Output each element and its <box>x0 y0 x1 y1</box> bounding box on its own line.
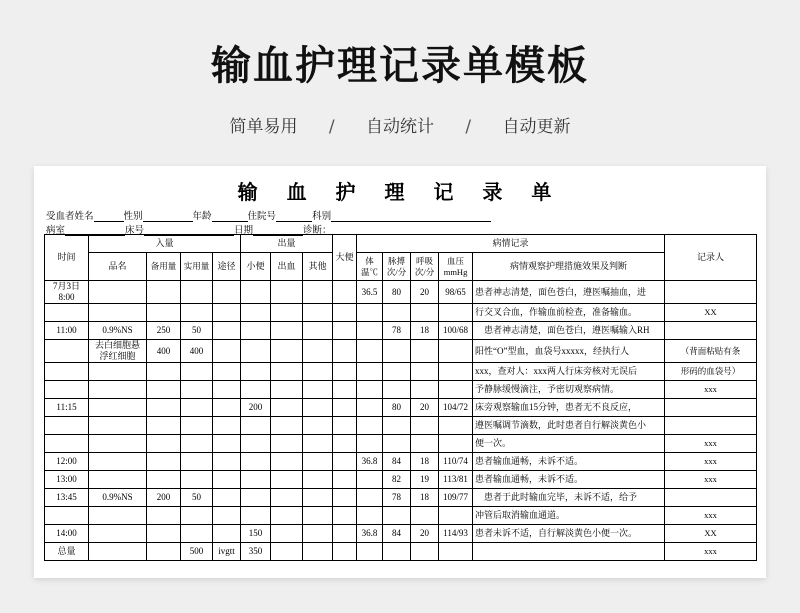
cell-temp[interactable] <box>357 507 383 525</box>
cell-recorder[interactable] <box>665 489 757 507</box>
cell-stool[interactable] <box>333 507 357 525</box>
cell-other[interactable] <box>303 304 333 322</box>
cell-item[interactable]: 去白细胞悬浮红细胞 <box>89 340 147 363</box>
cell-bp[interactable] <box>439 304 473 322</box>
header-row-1 <box>45 235 757 253</box>
tag-separator: / <box>465 117 472 137</box>
cell-actual[interactable] <box>181 381 213 399</box>
header-resp: 呼吸次/分 <box>411 253 439 281</box>
cell-planned[interactable] <box>147 525 181 543</box>
cell-bleeding[interactable] <box>271 399 303 417</box>
cell-stool[interactable] <box>333 525 357 543</box>
cell-urine[interactable] <box>241 322 271 340</box>
cell-temp[interactable] <box>357 340 383 363</box>
cell-route[interactable] <box>213 304 241 322</box>
dept-label: 科别 <box>312 212 332 222</box>
cell-time[interactable]: 13:00 <box>45 471 89 489</box>
cell-bp[interactable] <box>439 435 473 453</box>
patient-info-line-1 <box>46 208 491 222</box>
cell-actual[interactable]: 50 <box>181 489 213 507</box>
cell-other[interactable] <box>303 417 333 435</box>
header-row-2 <box>45 253 757 281</box>
cell-route[interactable] <box>213 471 241 489</box>
cell-planned[interactable]: 400 <box>147 340 181 363</box>
cell-stool[interactable] <box>333 322 357 340</box>
table-row <box>45 507 757 525</box>
cell-pulse[interactable] <box>383 417 411 435</box>
cell-bp[interactable] <box>439 381 473 399</box>
cell-actual[interactable] <box>181 435 213 453</box>
table-row <box>45 322 757 340</box>
cell-planned[interactable]: 250 <box>147 322 181 340</box>
cell-temp[interactable]: 36.8 <box>357 453 383 471</box>
cell-bleeding[interactable] <box>271 381 303 399</box>
cell-resp[interactable] <box>411 507 439 525</box>
cell-note[interactable]: 患者神志清楚，面色苍白，遵医嘱抽血，进 <box>473 281 665 304</box>
cell-note[interactable]: 患者输血通畅，未诉不适。 <box>473 453 665 471</box>
cell-urine[interactable] <box>241 453 271 471</box>
cell-pulse[interactable]: 80 <box>383 399 411 417</box>
cell-recorder[interactable]: xxx <box>665 453 757 471</box>
cell-bleeding[interactable] <box>271 525 303 543</box>
cell-note[interactable]: 冲管后取消输血通道。 <box>473 507 665 525</box>
age-label: 年龄 <box>192 212 212 222</box>
header-observation: 病情观察护理措施效果及判断 <box>473 253 665 281</box>
cell-resp[interactable] <box>411 381 439 399</box>
tag-auto-update: 自动更新 <box>502 117 571 137</box>
cell-urine[interactable] <box>241 381 271 399</box>
cell-time[interactable]: 13:45 <box>45 489 89 507</box>
cell-item[interactable] <box>89 453 147 471</box>
table-row <box>45 363 757 381</box>
cell-other[interactable] <box>303 525 333 543</box>
cell-time[interactable]: 14:00 <box>45 525 89 543</box>
cell-recorder[interactable]: XX <box>665 304 757 322</box>
header-actual: 实用量 <box>181 253 213 281</box>
cell-resp[interactable]: 18 <box>411 453 439 471</box>
cell-urine[interactable]: 200 <box>241 399 271 417</box>
cell-route[interactable] <box>213 417 241 435</box>
cell-recorder[interactable]: xxx <box>665 435 757 453</box>
cell-pulse[interactable]: 84 <box>383 525 411 543</box>
cell-urine[interactable] <box>241 489 271 507</box>
cell-stool[interactable] <box>333 340 357 363</box>
table-row <box>45 525 757 543</box>
cell-planned[interactable]: 200 <box>147 489 181 507</box>
cell-urine[interactable] <box>241 304 271 322</box>
cell-route[interactable] <box>213 322 241 340</box>
cell-actual[interactable] <box>181 507 213 525</box>
table-row <box>45 435 757 453</box>
cell-resp[interactable]: 19 <box>411 471 439 489</box>
cell-recorder[interactable]: xxx <box>665 543 757 561</box>
cell-time[interactable]: 总量 <box>45 543 89 561</box>
cell-bleeding[interactable] <box>271 281 303 304</box>
cell-temp[interactable] <box>357 543 383 561</box>
cell-bleeding[interactable] <box>271 543 303 561</box>
cell-route[interactable] <box>213 363 241 381</box>
cell-urine[interactable]: 150 <box>241 525 271 543</box>
tag-auto-stats: 自动统计 <box>366 117 434 137</box>
sex-label: 性别 <box>123 212 143 222</box>
cell-pulse[interactable]: 78 <box>383 322 411 340</box>
cell-time[interactable]: 12:00 <box>45 453 89 471</box>
cell-route[interactable] <box>213 525 241 543</box>
cell-temp[interactable] <box>357 417 383 435</box>
header-stool: 大便 <box>333 235 357 281</box>
cell-item[interactable] <box>89 304 147 322</box>
cell-planned[interactable] <box>147 543 181 561</box>
cell-note[interactable]: 遵医嘱调节滴数，此时患者自行解淡黄色小 <box>473 417 665 435</box>
cell-actual[interactable]: 500 <box>181 543 213 561</box>
cell-bleeding[interactable] <box>271 471 303 489</box>
cell-urine[interactable] <box>241 340 271 363</box>
cell-resp[interactable]: 20 <box>411 281 439 304</box>
cell-note[interactable]: 患者于此时输血完毕，未诉不适，给予 <box>473 489 665 507</box>
cell-actual[interactable] <box>181 417 213 435</box>
table-row <box>45 471 757 489</box>
cell-planned[interactable] <box>147 507 181 525</box>
cell-time[interactable] <box>45 435 89 453</box>
cell-pulse[interactable] <box>383 381 411 399</box>
cell-other[interactable] <box>303 281 333 304</box>
cell-item[interactable] <box>89 525 147 543</box>
cell-temp[interactable] <box>357 471 383 489</box>
cell-stool[interactable] <box>333 453 357 471</box>
cell-pulse[interactable]: 80 <box>383 281 411 304</box>
cell-pulse[interactable]: 78 <box>383 489 411 507</box>
cell-bp[interactable]: 113/81 <box>439 471 473 489</box>
cell-bp[interactable]: 109/77 <box>439 489 473 507</box>
cell-recorder[interactable]: 形码的血袋号） <box>665 363 757 381</box>
cell-item[interactable] <box>89 281 147 304</box>
admission-field[interactable] <box>276 211 312 222</box>
cell-bleeding[interactable] <box>271 417 303 435</box>
cell-recorder[interactable]: xxx <box>665 507 757 525</box>
age-field[interactable] <box>212 211 248 222</box>
cell-item[interactable] <box>89 399 147 417</box>
cell-temp[interactable] <box>357 363 383 381</box>
cell-pulse[interactable] <box>383 304 411 322</box>
cell-pulse[interactable] <box>383 363 411 381</box>
cell-stool[interactable] <box>333 363 357 381</box>
header-recorder: 记录人 <box>665 235 757 281</box>
cell-stool[interactable] <box>333 381 357 399</box>
header-time: 时间 <box>45 235 89 281</box>
cell-time[interactable] <box>45 507 89 525</box>
cell-temp[interactable] <box>357 435 383 453</box>
cell-time[interactable] <box>45 340 89 363</box>
cell-route[interactable] <box>213 399 241 417</box>
cell-resp[interactable]: 18 <box>411 489 439 507</box>
cell-bleeding[interactable] <box>271 435 303 453</box>
cell-actual[interactable] <box>181 525 213 543</box>
cell-stool[interactable] <box>333 543 357 561</box>
header-intake: 入量 <box>89 235 241 253</box>
cell-temp[interactable]: 36.8 <box>357 525 383 543</box>
cell-item[interactable] <box>89 543 147 561</box>
cell-resp[interactable] <box>411 363 439 381</box>
cell-stool[interactable] <box>333 471 357 489</box>
cell-stool[interactable] <box>333 304 357 322</box>
header-urine: 小便 <box>241 253 271 281</box>
header-planned: 备用量 <box>147 253 181 281</box>
diagnosis-label: 诊断： <box>303 226 332 236</box>
header-temp: 体温℃ <box>357 253 383 281</box>
cell-note[interactable] <box>473 543 665 561</box>
cell-urine[interactable]: 350 <box>241 543 271 561</box>
cell-note[interactable]: 予静脉缓慢滴注，予密切观察病情。 <box>473 381 665 399</box>
cell-time[interactable] <box>45 304 89 322</box>
cell-time[interactable] <box>45 363 89 381</box>
cell-actual[interactable] <box>181 399 213 417</box>
header-condition: 病情记录 <box>357 235 665 253</box>
cell-note[interactable]: 患者未诉不适，自行解淡黄色小便一次。 <box>473 525 665 543</box>
cell-recorder[interactable] <box>665 417 757 435</box>
cell-pulse[interactable] <box>383 435 411 453</box>
table-row <box>45 304 757 322</box>
cell-urine[interactable] <box>241 281 271 304</box>
cell-bp[interactable] <box>439 363 473 381</box>
table-row <box>45 381 757 399</box>
cell-planned[interactable] <box>147 417 181 435</box>
cell-other[interactable] <box>303 453 333 471</box>
name-field[interactable] <box>94 211 124 222</box>
tag-easy: 简单易用 <box>229 117 298 137</box>
cell-note[interactable]: 患者输血通畅，未诉不适。 <box>473 471 665 489</box>
cell-item[interactable] <box>89 381 147 399</box>
cell-actual[interactable]: 50 <box>181 322 213 340</box>
cell-recorder[interactable]: XX <box>665 525 757 543</box>
cell-bleeding[interactable] <box>271 304 303 322</box>
cell-other[interactable] <box>303 399 333 417</box>
cell-urine[interactable] <box>241 363 271 381</box>
cell-route[interactable] <box>213 507 241 525</box>
cell-time[interactable]: 11:15 <box>45 399 89 417</box>
ward-label: 病室 <box>46 226 66 236</box>
transfusion-record-table <box>44 234 757 561</box>
cell-note[interactable]: 床旁观察输血15分钟，患者无不良反应， <box>473 399 665 417</box>
cell-bp[interactable] <box>439 543 473 561</box>
header-route: 途径 <box>213 253 241 281</box>
admission-label: 住院号 <box>247 212 277 222</box>
cell-temp[interactable] <box>357 322 383 340</box>
document-title: 输 血 护 理 记 录 单 <box>237 180 563 204</box>
cell-pulse[interactable] <box>383 507 411 525</box>
cell-resp[interactable]: 18 <box>411 322 439 340</box>
cell-time[interactable]: 7月3日 8:00 <box>45 281 89 304</box>
cell-item[interactable] <box>89 417 147 435</box>
header-bp: 血压mmHg <box>439 253 473 281</box>
header-output: 出量 <box>241 235 333 253</box>
cell-route[interactable] <box>213 340 241 363</box>
cell-recorder[interactable] <box>665 281 757 304</box>
cell-other[interactable] <box>303 322 333 340</box>
cell-recorder[interactable]: xxx <box>665 381 757 399</box>
table-row <box>45 453 757 471</box>
cell-bp[interactable] <box>439 340 473 363</box>
cell-temp[interactable] <box>357 381 383 399</box>
cell-other[interactable] <box>303 340 333 363</box>
cell-planned[interactable] <box>147 381 181 399</box>
cell-bp[interactable]: 114/93 <box>439 525 473 543</box>
table-row <box>45 340 757 363</box>
cell-planned[interactable] <box>147 399 181 417</box>
cell-route[interactable] <box>213 281 241 304</box>
cell-bleeding[interactable] <box>271 322 303 340</box>
cell-planned[interactable] <box>147 435 181 453</box>
cell-route[interactable] <box>213 435 241 453</box>
cell-item[interactable]: 0.9%NS <box>89 489 147 507</box>
cell-time[interactable] <box>45 381 89 399</box>
cell-other[interactable] <box>303 471 333 489</box>
cell-actual[interactable] <box>181 304 213 322</box>
cell-item[interactable] <box>89 435 147 453</box>
cell-planned[interactable] <box>147 363 181 381</box>
header-pulse: 脉搏次/分 <box>383 253 411 281</box>
dept-field[interactable] <box>331 211 491 222</box>
cell-actual[interactable] <box>181 281 213 304</box>
cell-resp[interactable] <box>411 417 439 435</box>
cell-resp[interactable] <box>411 543 439 561</box>
cell-urine[interactable] <box>241 507 271 525</box>
cell-route[interactable] <box>213 489 241 507</box>
cell-planned[interactable] <box>147 453 181 471</box>
cell-resp[interactable] <box>411 435 439 453</box>
cell-pulse[interactable] <box>383 340 411 363</box>
cell-planned[interactable] <box>147 471 181 489</box>
cell-stool[interactable] <box>333 489 357 507</box>
cell-stool[interactable] <box>333 417 357 435</box>
cell-bleeding[interactable] <box>271 363 303 381</box>
cell-temp[interactable] <box>357 304 383 322</box>
cell-bleeding[interactable] <box>271 453 303 471</box>
cell-bleeding[interactable] <box>271 507 303 525</box>
cell-pulse[interactable]: 82 <box>383 471 411 489</box>
name-label: 受血者姓名 <box>46 212 94 222</box>
cell-note[interactable]: 阳性“O”型血，血袋号xxxxx，经执行人 <box>473 340 665 363</box>
cell-actual[interactable] <box>181 471 213 489</box>
cell-actual[interactable]: 400 <box>181 340 213 363</box>
cell-pulse[interactable]: 84 <box>383 453 411 471</box>
cell-item[interactable] <box>89 363 147 381</box>
cell-planned[interactable] <box>147 304 181 322</box>
table-row <box>45 399 757 417</box>
cell-urine[interactable] <box>241 471 271 489</box>
cell-bp[interactable]: 100/68 <box>439 322 473 340</box>
cell-other[interactable] <box>303 435 333 453</box>
cell-stool[interactable] <box>333 399 357 417</box>
table-row <box>45 543 757 561</box>
cell-bp[interactable]: 98/65 <box>439 281 473 304</box>
cell-planned[interactable] <box>147 281 181 304</box>
cell-item[interactable]: 0.9%NS <box>89 322 147 340</box>
cell-note[interactable]: 行交叉合血，作输血前检查，准备输血。 <box>473 304 665 322</box>
cell-route[interactable]: ivgtt <box>213 543 241 561</box>
cell-other[interactable] <box>303 381 333 399</box>
cell-other[interactable] <box>303 543 333 561</box>
cell-recorder[interactable] <box>665 322 757 340</box>
header-bleeding: 出血 <box>271 253 303 281</box>
cell-resp[interactable]: 20 <box>411 399 439 417</box>
cell-resp[interactable] <box>411 304 439 322</box>
cell-other[interactable] <box>303 363 333 381</box>
cell-note[interactable]: 患者神志清楚，面色苍白，遵医嘱输入RH <box>473 322 665 340</box>
page-title: 输血护理记录单模板 <box>211 43 589 89</box>
table-row <box>45 417 757 435</box>
tag-separator: / <box>328 117 335 137</box>
cell-bp[interactable] <box>439 507 473 525</box>
cell-item[interactable] <box>89 507 147 525</box>
cell-resp[interactable]: 20 <box>411 525 439 543</box>
cell-route[interactable] <box>213 381 241 399</box>
cell-other[interactable] <box>303 507 333 525</box>
sex-field[interactable] <box>143 211 193 222</box>
cell-actual[interactable] <box>181 363 213 381</box>
cell-actual[interactable] <box>181 453 213 471</box>
record-sheet <box>34 166 766 578</box>
cell-temp[interactable] <box>357 489 383 507</box>
date-label: 日期 <box>234 226 254 236</box>
cell-stool[interactable] <box>333 281 357 304</box>
table-row <box>45 281 757 304</box>
header-other: 其他 <box>303 253 333 281</box>
cell-time[interactable] <box>45 417 89 435</box>
cell-temp[interactable] <box>357 399 383 417</box>
cell-item[interactable] <box>89 471 147 489</box>
cell-bleeding[interactable] <box>271 489 303 507</box>
cell-route[interactable] <box>213 453 241 471</box>
cell-bp[interactable]: 110/74 <box>439 453 473 471</box>
cell-recorder[interactable]: xxx <box>665 471 757 489</box>
cell-pulse[interactable] <box>383 543 411 561</box>
header-item: 品名 <box>89 253 147 281</box>
cell-bp[interactable] <box>439 417 473 435</box>
cell-other[interactable] <box>303 489 333 507</box>
cell-stool[interactable] <box>333 435 357 453</box>
cell-recorder[interactable] <box>665 399 757 417</box>
cell-recorder[interactable]: （背面粘贴有条 <box>665 340 757 363</box>
cell-bp[interactable]: 104/72 <box>439 399 473 417</box>
bed-label: 床号 <box>125 226 145 236</box>
cell-bleeding[interactable] <box>271 340 303 363</box>
cell-urine[interactable] <box>241 435 271 453</box>
table-row <box>45 489 757 507</box>
cell-resp[interactable] <box>411 340 439 363</box>
cell-time[interactable]: 11:00 <box>45 322 89 340</box>
cell-urine[interactable] <box>241 417 271 435</box>
cell-note[interactable]: xxx，查对人：xxx两人行床旁核对无误后 <box>473 363 665 381</box>
cell-note[interactable]: 便一次。 <box>473 435 665 453</box>
cell-temp[interactable]: 36.5 <box>357 281 383 304</box>
feature-tags <box>0 112 800 137</box>
